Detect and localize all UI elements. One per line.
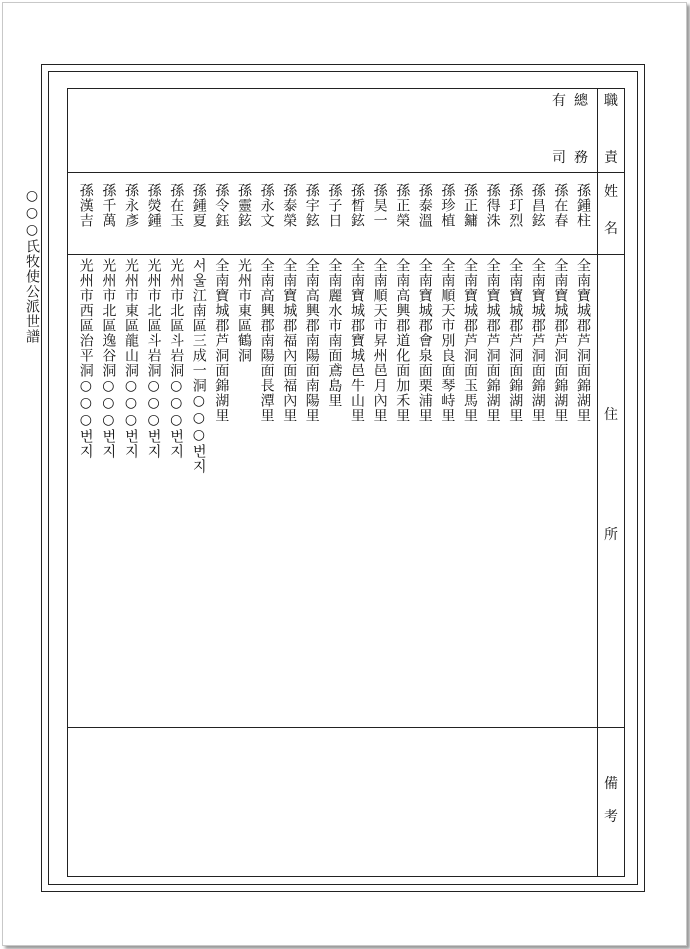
member-name: 孫靈鉉 xyxy=(236,183,252,228)
member-name: 孫泰溫 xyxy=(416,183,433,228)
member-address: 全南高興郡南陽面長潭里 xyxy=(258,258,275,423)
header-name-1: 姓 xyxy=(604,184,618,200)
header-remarks-1: 備 xyxy=(604,776,618,792)
member-name: 孫鍾柱 xyxy=(575,183,591,228)
member-name: 孫昌鉉 xyxy=(529,183,546,228)
member-address: 서울江南區三成一洞○○○번지 xyxy=(190,258,207,474)
member-name: 孫千萬 xyxy=(100,183,117,228)
member-name: 孫在玉 xyxy=(168,183,185,228)
duty-2-top: 有 xyxy=(552,93,566,109)
member-address: 全南寶城郡芦洞面錦湖里 xyxy=(213,258,230,423)
document-title: ○○○氏牧使公派世譜 xyxy=(24,188,40,344)
divider-name-address xyxy=(67,254,625,255)
header-name-2: 名 xyxy=(604,221,618,237)
duty-1-top: 總 xyxy=(574,93,588,109)
member-name: 孫得洙 xyxy=(484,183,501,228)
member-address: 光州市東區鶴洞 xyxy=(236,258,252,363)
member-address: 全南寶城郡福內面福內里 xyxy=(281,258,298,423)
member-address: 光州市北區斗岩洞○○○번지 xyxy=(168,258,185,459)
header-duty-2: 責 xyxy=(604,150,618,166)
duty-1-bottom: 務 xyxy=(574,150,588,166)
member-address: 全南寶城郡芦洞面錦湖里 xyxy=(484,258,501,423)
member-address: 光州市北區斗岩洞○○○번지 xyxy=(145,258,162,459)
member-address: 全南麗水市南面鳶島里 xyxy=(326,258,343,408)
member-address: 光州市北區逸谷洞○○○번지 xyxy=(100,258,117,459)
member-name: 孫泰榮 xyxy=(281,183,298,228)
member-name: 孫正榮 xyxy=(394,183,411,228)
member-address: 光州市東區龍山洞○○○번지 xyxy=(123,258,139,459)
member-name: 孫昊一 xyxy=(371,183,388,228)
member-address: 全南寶城郡會泉面栗浦里 xyxy=(416,258,433,423)
header-address-1: 住 xyxy=(604,407,618,423)
member-name: 孫正鏞 xyxy=(462,183,478,228)
header-column-divider xyxy=(597,88,598,877)
header-remarks-2: 考 xyxy=(604,809,618,825)
member-address: 全南高興郡南陽面南陽里 xyxy=(303,258,320,423)
member-address: 全南順天市昇州邑月內里 xyxy=(371,258,388,423)
member-address: 全南寶城郡芦洞面錦湖里 xyxy=(575,258,591,423)
member-name: 孫漢吉 xyxy=(77,183,94,228)
member-address: 全南寶城郡芦洞面錦湖里 xyxy=(507,258,524,423)
divider-duty-name xyxy=(67,172,625,173)
member-address: 全南高興郡道化面加禾里 xyxy=(394,258,411,423)
member-name: 孫玎烈 xyxy=(507,183,524,228)
member-name: 孫鍾夏 xyxy=(190,183,207,228)
member-name: 孫珍植 xyxy=(439,183,456,228)
member-name: 孫晳鉉 xyxy=(349,183,365,228)
member-name: 孫永文 xyxy=(258,183,275,228)
member-address: 全南寶城郡芦洞面錦湖里 xyxy=(552,258,569,423)
member-name: 孫子日 xyxy=(326,183,343,228)
member-address: 全南寶城郡芦洞面玉馬里 xyxy=(462,258,478,423)
header-duty-1: 職 xyxy=(604,93,618,109)
header-address-2: 所 xyxy=(604,527,618,543)
member-address: 全南順天市別良面琴峙里 xyxy=(439,258,456,423)
member-name: 孫熒鍾 xyxy=(145,183,162,228)
duty-2-bottom: 司 xyxy=(552,150,566,166)
member-name: 孫令鈺 xyxy=(213,183,230,228)
member-name: 孫永彥 xyxy=(123,183,139,228)
member-name: 孫在春 xyxy=(552,183,569,228)
member-address: 光州市西區治平洞○○○번지 xyxy=(77,258,94,459)
member-name: 孫宇鉉 xyxy=(303,183,320,228)
member-address: 全南寶城郡寶城邑牛山里 xyxy=(349,258,365,423)
divider-address-remarks xyxy=(67,727,625,728)
member-address: 全南寶城郡芦洞面錦湖里 xyxy=(529,258,546,423)
